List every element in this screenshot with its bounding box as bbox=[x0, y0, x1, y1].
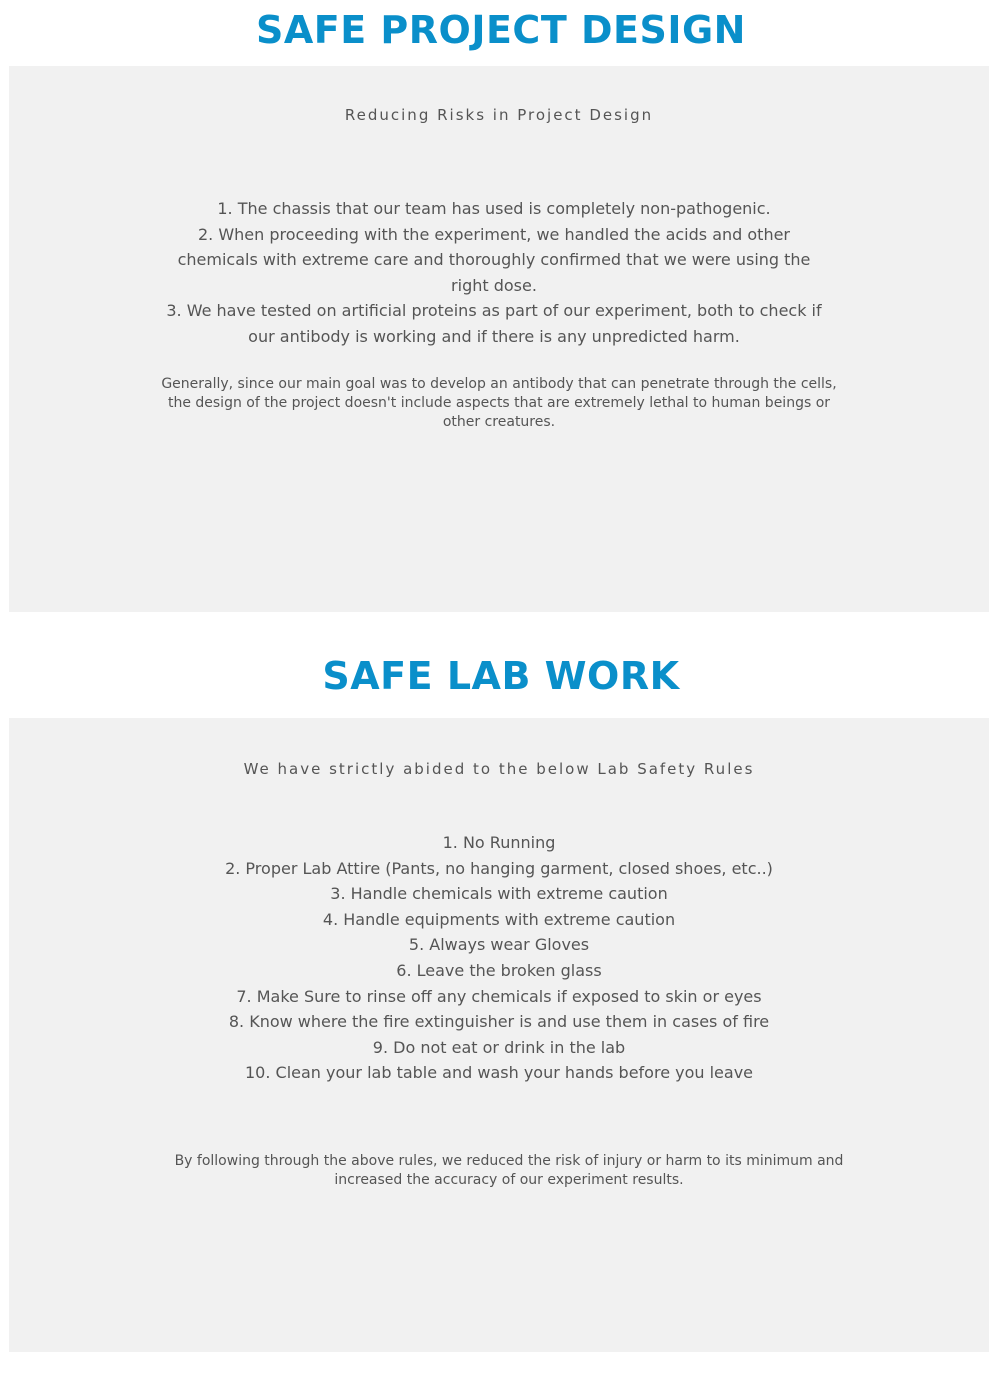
project-design-panel bbox=[9, 66, 989, 612]
project-design-summary: Generally, since our main goal was to develop an antibody that can penetrate through the cells, the design of the project doesn't include aspects that are extremely lethal to human beings or other creatures. bbox=[161, 376, 837, 431]
list-item: 9. Do not eat or drink in the lab bbox=[372, 1037, 626, 1057]
project-design-list bbox=[164, 196, 824, 350]
lab-safety-rules-list bbox=[199, 830, 799, 1086]
list-item: 1. No Running bbox=[442, 833, 556, 852]
list-item: 1. The chassis that our team has used is completely non-pathogenic. bbox=[217, 199, 771, 218]
list-item: 3. Handle chemicals with extreme caution bbox=[330, 884, 668, 904]
list-item: 10. Clean your lab table and wash your hands before you leave bbox=[244, 1063, 754, 1083]
lab-work-subtitle: We have strictly abided to the below Lab Safety Rules bbox=[243, 760, 755, 778]
safe-project-design-heading: SAFE PROJECT DESIGN bbox=[256, 8, 746, 52]
list-item: 4. Handle equipments with extreme caution bbox=[322, 909, 676, 929]
lab-work-panel bbox=[9, 718, 989, 1352]
list-item: 3. We have tested on artificial proteins as part of our experiment, both to check if our antibody is working and if there is any unpredicted harm. bbox=[166, 301, 822, 346]
safe-lab-work-heading: SAFE LAB WORK bbox=[322, 654, 680, 698]
list-item: 7. Make Sure to rinse off any chemicals if exposed to skin or eyes bbox=[236, 986, 762, 1006]
list-item: 8. Know where the fire extinguisher is and use them in cases of fire bbox=[228, 1012, 770, 1032]
list-item: 2. Proper Lab Attire (Pants, no hanging garment, closed shoes, etc..) bbox=[225, 858, 773, 878]
project-design-subtitle: Reducing Risks in Project Design bbox=[344, 106, 654, 124]
lab-work-summary: By following through the above rules, we reduced the risk of injury or harm to its minimum and increased the accuracy of our experiment results. bbox=[174, 1153, 844, 1189]
list-item: 2. When proceeding with the experiment, we handled the acids and other chemicals with extreme care and thoroughly confirmed that we were using the right dose. bbox=[177, 224, 811, 295]
list-item: 5. Always wear Gloves bbox=[408, 935, 590, 955]
list-item: 6. Leave the broken glass bbox=[396, 960, 602, 980]
